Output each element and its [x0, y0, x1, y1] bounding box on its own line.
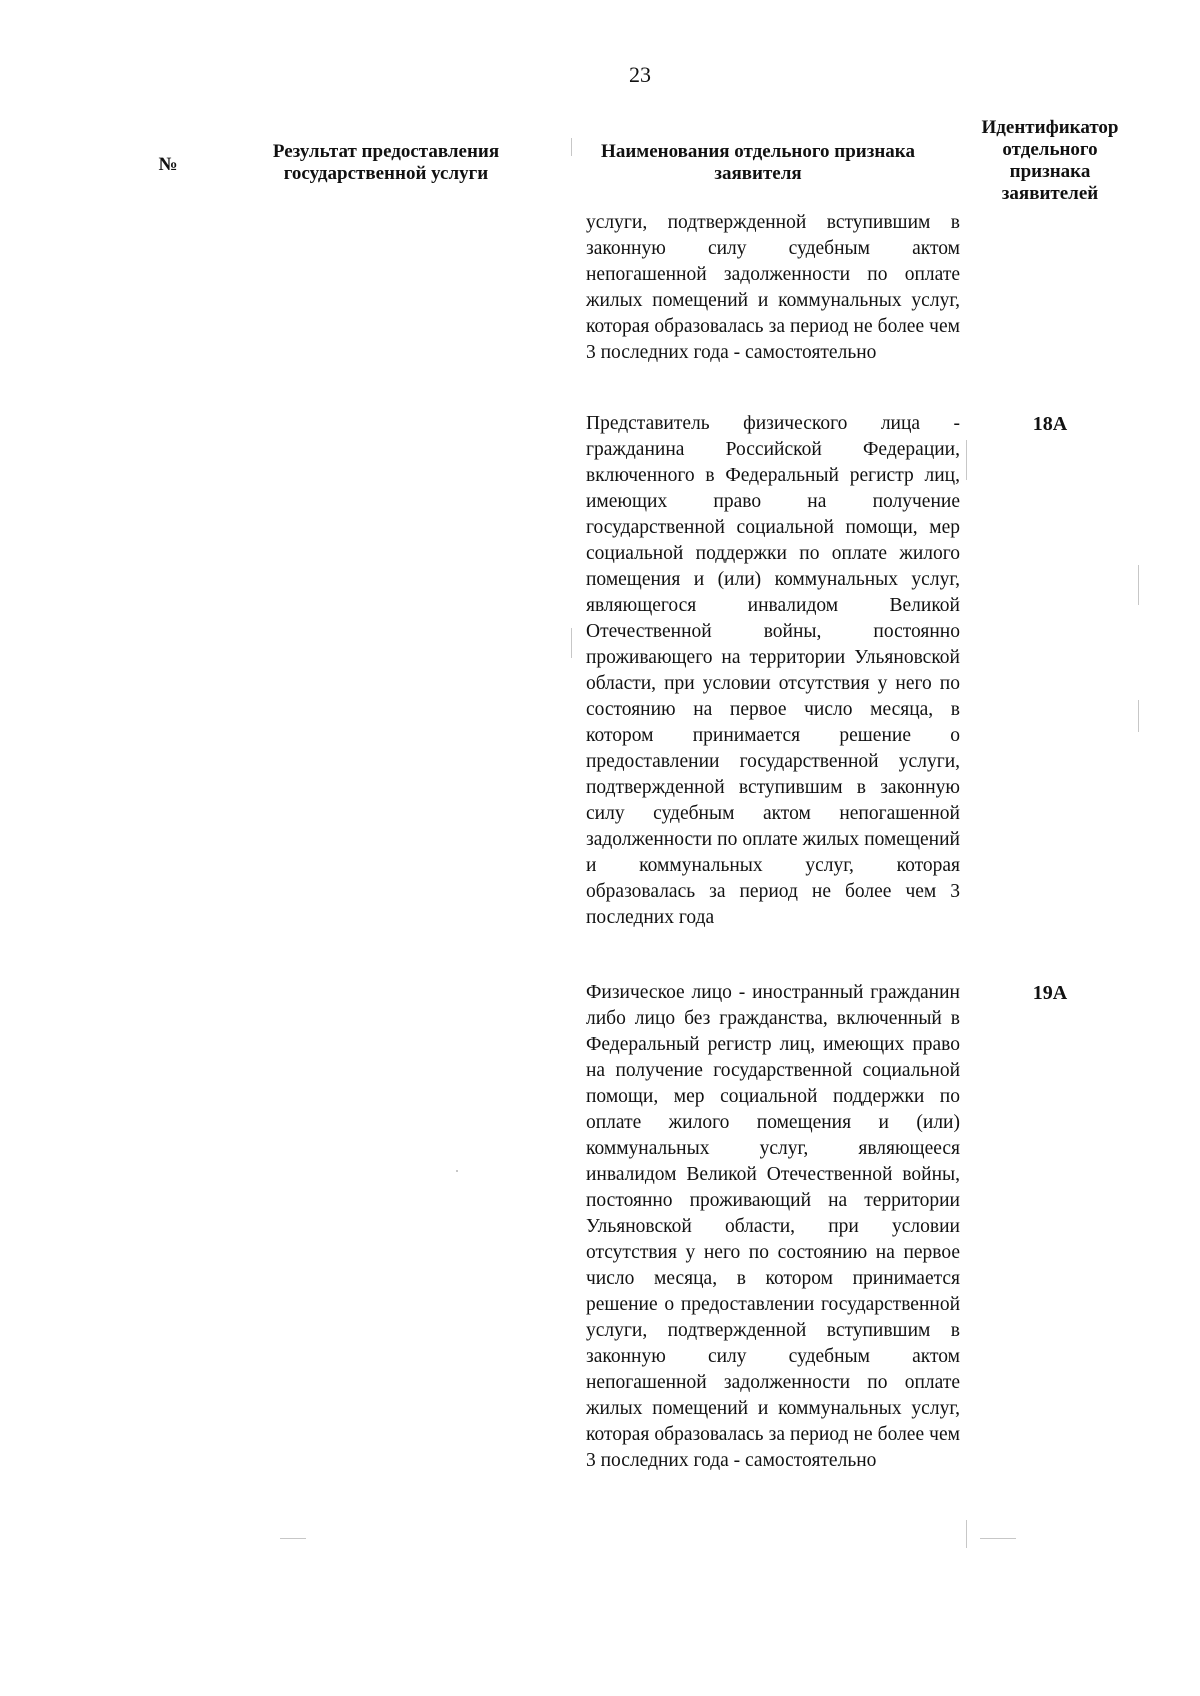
column-header-result: Результат предоставления государственной услуги	[272, 141, 500, 184]
scan-artifact	[571, 628, 572, 658]
scan-artifact	[571, 138, 572, 156]
column-header-number: №	[158, 154, 178, 175]
scan-artifact	[456, 1170, 458, 1172]
table-row-19a-identifier: 19А	[1032, 982, 1068, 1004]
scan-artifact	[966, 1520, 967, 1548]
scan-artifact	[1138, 700, 1139, 732]
column-header-applicant-feature: Наименования отдельного признака заявителя	[601, 141, 915, 184]
table-row-19a-text: Физическое лицо - иностранный гражданин либо лицо без гражданства, включенный в Федеральный регистр лиц, имеющих право на получение государственной социальной помощи, мер социальной поддержки по оплате жилого помещения и (или) коммунальных услуг, являющееся инвалидом Великой Отечественной войны, постоянно проживающий на территории Ульяновской области, при условии отсутствия у него по состоянию на первое число месяца, в котором принимается решение о предоставлении государственной услуги, подтвержденной вступившим в законную силу судебным актом непогашенной задолженности по оплате жилых помещений и коммунальных услуг, которая образовалась за период не более чем 3 последних года - самостоятельно	[586, 982, 960, 1471]
table-row-18a-identifier: 18А	[1032, 413, 1068, 435]
column-header-identifier: Идентификатор отдельного признака заявителей	[981, 117, 1119, 204]
scan-artifact	[980, 1538, 1016, 1539]
page-number: 23	[629, 62, 651, 87]
scan-artifact	[966, 440, 967, 480]
table-row-continuation-text: услуги, подтвержденной вступившим в законную силу судебным актом непогашенной задолженности по оплате жилых помещений и коммунальных услуг, которая образовалась за период не более чем 3 последних года - самостоятельно	[586, 212, 960, 363]
scan-artifact	[280, 1538, 306, 1539]
table-row-18a-text: Представитель физического лица - гражданина Российской Федерации, включенного в Федеральный регистр лиц, имеющих право на получение государственной социальной помощи, мер социальной поддержки по оплате жилого помещения и (или) коммунальных услуг, являющегося инвалидом Великой Отечественной войны, постоянно проживающего на территории Ульяновской области, при условии отсутствия у него по состоянию на первое число месяца, в котором принимается решение о предоставлении государственной услуги, подтвержденной вступившим в законную силу судебным актом непогашенной задолженности по оплате жилых помещений и коммунальных услуг, которая образовалась за период не более чем 3 последних года	[586, 413, 960, 928]
scan-artifact	[1138, 565, 1139, 605]
